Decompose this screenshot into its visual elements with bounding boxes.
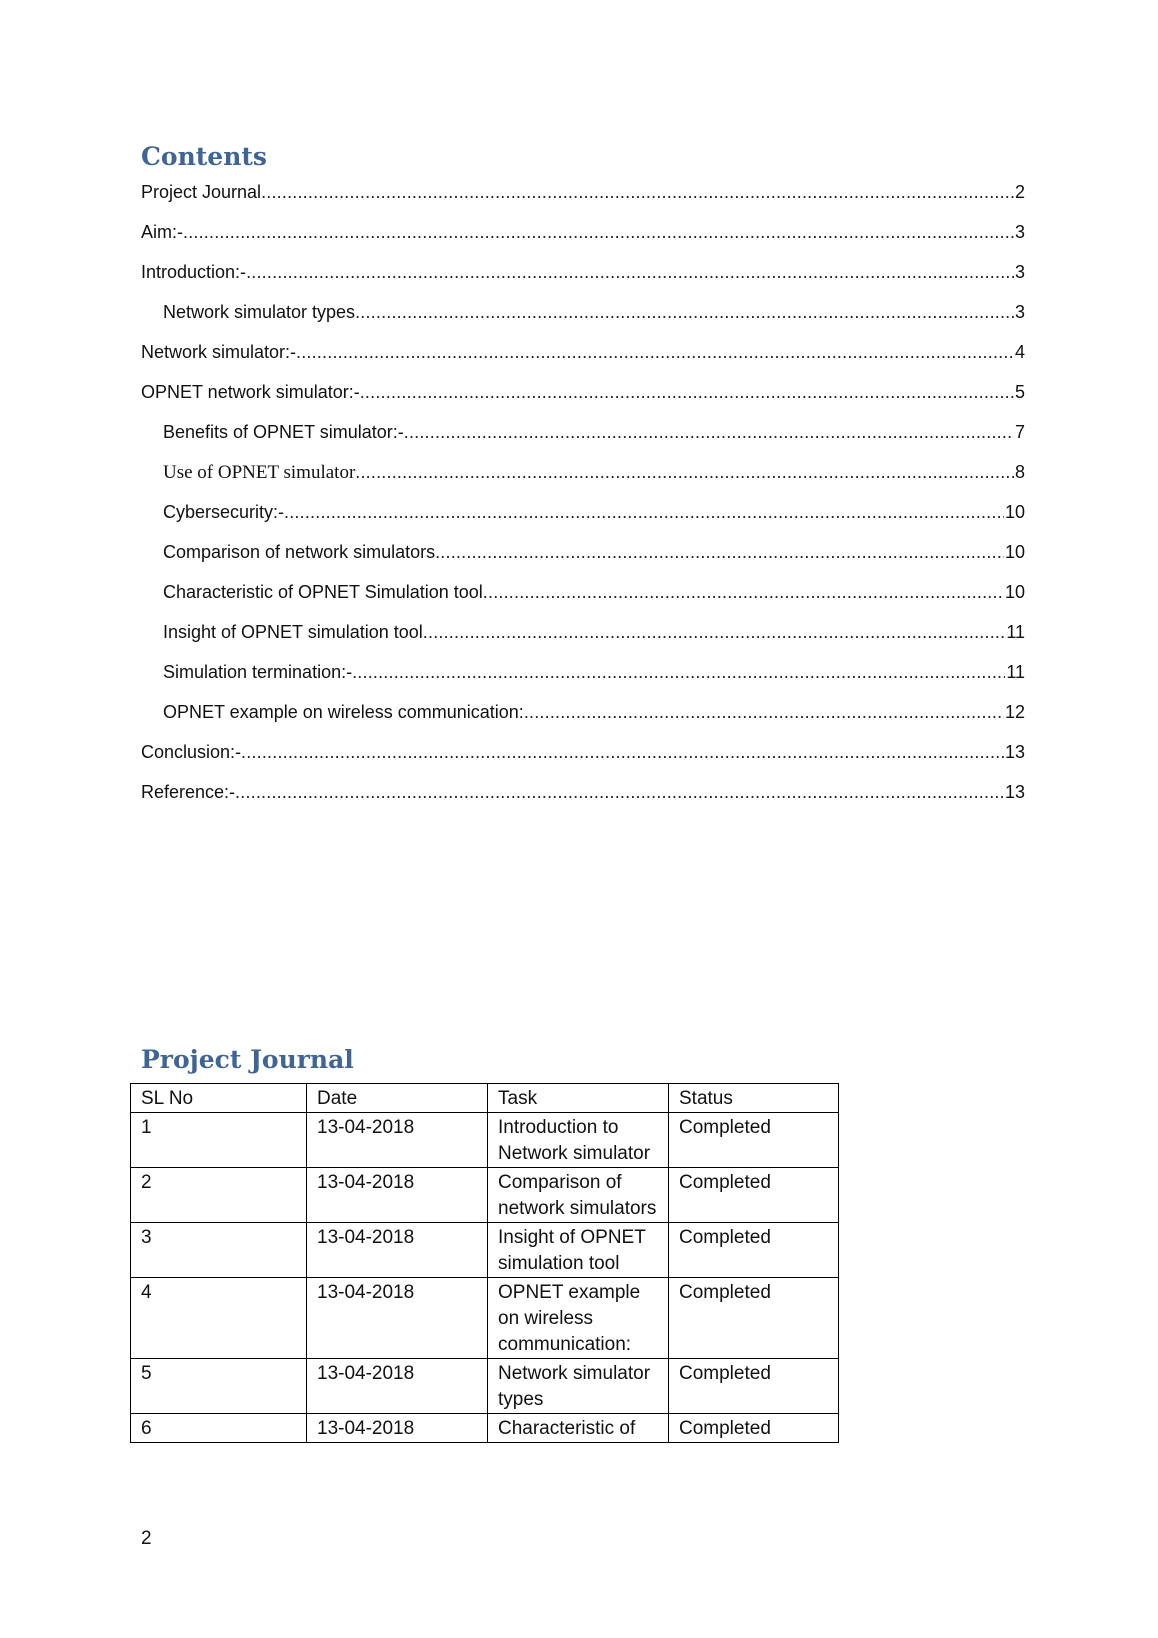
cell-status: Completed xyxy=(669,1113,839,1168)
table-row xyxy=(131,1223,839,1278)
toc-leader-dots xyxy=(284,497,1004,527)
toc-entry-title: Use of OPNET simulator xyxy=(163,462,356,483)
cell-date: 13-04-2018 xyxy=(307,1113,488,1168)
toc-leader-dots xyxy=(435,537,1004,567)
contents-heading: Contents xyxy=(141,142,268,171)
toc-leader-dots xyxy=(296,337,1014,367)
toc-entry-title: Conclusion:- xyxy=(141,742,242,762)
cell-status: Completed xyxy=(669,1278,839,1359)
cell-task: Characteristic of xyxy=(488,1414,669,1443)
toc-entry[interactable] xyxy=(141,777,1025,817)
cell-date: 13-04-2018 xyxy=(307,1223,488,1278)
toc-entry-title: Insight of OPNET simulation tool xyxy=(163,622,423,642)
toc-leader-dots xyxy=(241,737,1004,767)
toc-entry[interactable] xyxy=(141,657,1025,697)
toc-entry-title: OPNET network simulator:- xyxy=(141,382,360,402)
toc-entry[interactable] xyxy=(141,697,1025,737)
toc-entry-page: 3 xyxy=(1014,222,1025,242)
toc-entry-page: 2 xyxy=(1014,182,1025,202)
toc-entry-title: Reference:- xyxy=(141,782,236,802)
toc-entry-page: 7 xyxy=(1014,422,1025,442)
toc-entry[interactable] xyxy=(141,577,1025,617)
cell-date: 13-04-2018 xyxy=(307,1359,488,1414)
table-row xyxy=(131,1278,839,1359)
toc-entry-page: 12 xyxy=(1004,702,1025,722)
column-header-sl-no: SL No xyxy=(131,1084,307,1113)
cell-task: OPNET example on wireless communication: xyxy=(488,1278,669,1359)
table-row xyxy=(131,1113,839,1168)
toc-entry[interactable] xyxy=(141,337,1025,377)
toc-leader-dots xyxy=(483,577,1004,607)
toc-entry-page: 10 xyxy=(1004,582,1025,602)
toc-entry-page: 11 xyxy=(1006,662,1025,682)
toc-leader-dots xyxy=(261,177,1014,207)
table-row xyxy=(131,1414,839,1443)
toc-entry-page: 3 xyxy=(1014,302,1025,322)
toc-leader-dots xyxy=(246,257,1014,287)
cell-status: Completed xyxy=(669,1359,839,1414)
project-journal-heading: Project Journal xyxy=(141,1045,354,1074)
toc-entry-title: Benefits of OPNET simulator:- xyxy=(163,422,404,442)
toc-entry-title: Cybersecurity:- xyxy=(163,502,285,522)
toc-leader-dots xyxy=(360,377,1014,407)
column-header-task: Task xyxy=(488,1084,669,1113)
cell-date: 13-04-2018 xyxy=(307,1278,488,1359)
toc-entry-page: 10 xyxy=(1004,542,1025,562)
toc-entry-title: Comparison of network simulators xyxy=(163,542,436,562)
column-header-status: Status xyxy=(669,1084,839,1113)
cell-sl-no: 5 xyxy=(131,1359,307,1414)
cell-task: Insight of OPNET simulation tool xyxy=(488,1223,669,1278)
toc-entry[interactable] xyxy=(141,497,1025,537)
toc-entry[interactable] xyxy=(141,257,1025,297)
cell-status: Completed xyxy=(669,1414,839,1443)
toc-entry-page: 13 xyxy=(1004,742,1025,762)
page-number: 2 xyxy=(141,1528,152,1549)
cell-date: 13-04-2018 xyxy=(307,1414,488,1443)
table-row xyxy=(131,1359,839,1414)
toc-leader-dots xyxy=(235,777,1004,807)
toc-entry[interactable] xyxy=(141,737,1025,777)
toc-entry-title: Simulation termination:- xyxy=(163,662,353,682)
cell-task: Introduction to Network simulator xyxy=(488,1113,669,1168)
column-header-date: Date xyxy=(307,1084,488,1113)
toc-entry[interactable] xyxy=(141,297,1025,337)
toc-entry[interactable] xyxy=(141,617,1025,657)
toc-entry-title: Network simulator:- xyxy=(141,342,297,362)
toc-entry[interactable] xyxy=(141,217,1025,257)
toc-leader-dots xyxy=(524,697,1004,727)
toc-entry-page: 10 xyxy=(1004,502,1025,522)
cell-date: 13-04-2018 xyxy=(307,1168,488,1223)
toc-entry-page: 13 xyxy=(1004,782,1025,802)
toc-entry-page: 8 xyxy=(1014,462,1025,482)
toc-leader-dots xyxy=(404,417,1014,447)
toc-leader-dots xyxy=(183,217,1014,247)
toc-leader-dots xyxy=(423,617,1006,647)
toc-entry[interactable] xyxy=(141,177,1025,217)
cell-sl-no: 1 xyxy=(131,1113,307,1168)
table-row xyxy=(131,1168,839,1223)
toc-entry-title: Network simulator types xyxy=(163,302,356,322)
cell-sl-no: 6 xyxy=(131,1414,307,1443)
table-of-contents xyxy=(141,177,1025,817)
toc-entry-page: 3 xyxy=(1014,262,1025,282)
toc-leader-dots xyxy=(355,297,1014,327)
project-journal-table xyxy=(130,1083,839,1443)
toc-entry-page: 11 xyxy=(1006,622,1025,642)
toc-entry-title: Aim:- xyxy=(141,222,183,242)
toc-leader-dots xyxy=(352,657,1005,687)
toc-entry-page: 5 xyxy=(1014,382,1025,402)
toc-entry-title: OPNET example on wireless communication: xyxy=(163,702,524,722)
table-header-row xyxy=(131,1084,839,1113)
toc-entry[interactable] xyxy=(141,537,1025,577)
toc-entry-title: Introduction:- xyxy=(141,262,247,282)
cell-sl-no: 2 xyxy=(131,1168,307,1223)
toc-entry[interactable] xyxy=(141,417,1025,457)
toc-entry-title: Project Journal xyxy=(141,182,262,202)
toc-entry[interactable] xyxy=(141,457,1025,497)
cell-status: Completed xyxy=(669,1168,839,1223)
cell-task: Network simulator types xyxy=(488,1359,669,1414)
cell-sl-no: 3 xyxy=(131,1223,307,1278)
toc-entry-page: 4 xyxy=(1014,342,1025,362)
cell-status: Completed xyxy=(669,1223,839,1278)
toc-leader-dots xyxy=(355,457,1014,487)
toc-entry-title: Characteristic of OPNET Simulation tool xyxy=(163,582,483,602)
toc-entry[interactable] xyxy=(141,377,1025,417)
cell-sl-no: 4 xyxy=(131,1278,307,1359)
cell-task: Comparison of network simulators xyxy=(488,1168,669,1223)
